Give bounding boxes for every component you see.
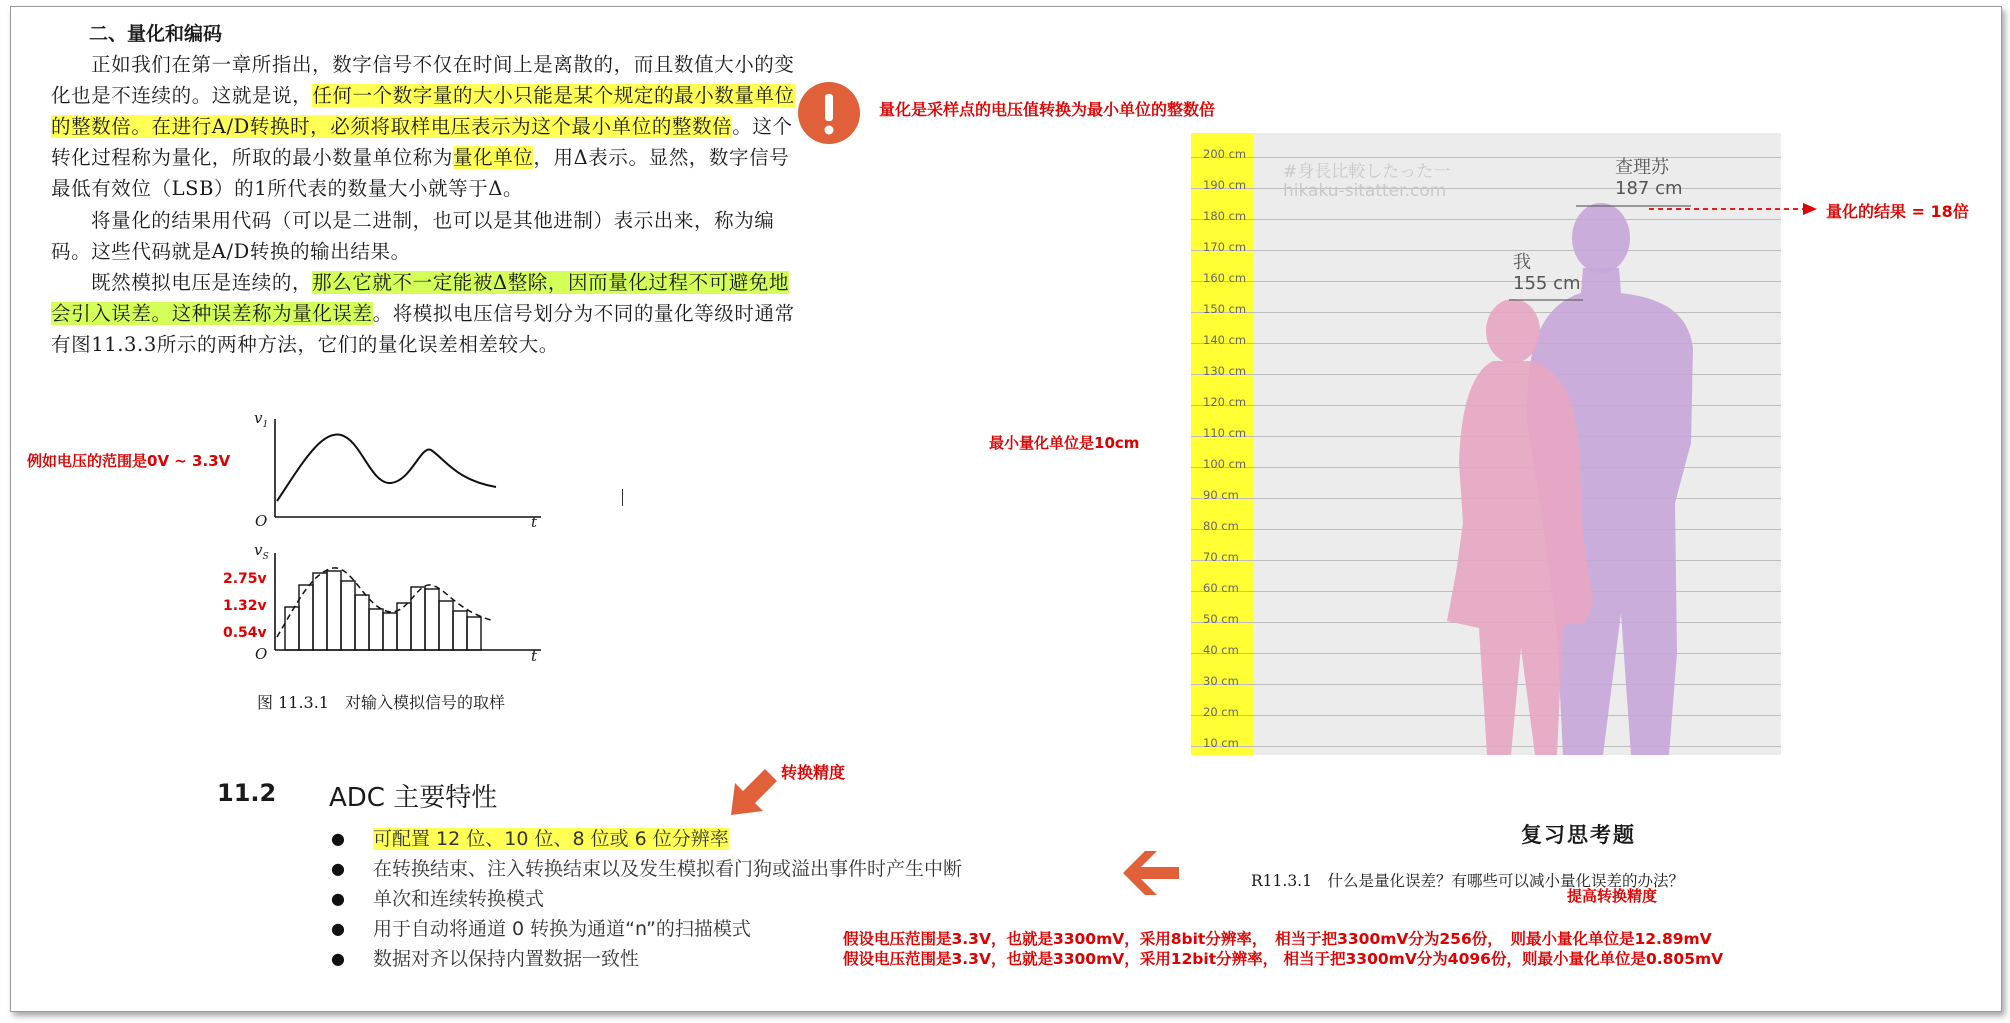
arrow-down-left-icon xyxy=(729,769,777,817)
height-tick-label: 150 cm xyxy=(1203,302,1247,316)
vs-subscript: S xyxy=(262,552,269,562)
height-tick-label: 50 cm xyxy=(1203,612,1239,626)
t-label-bottom: t xyxy=(531,647,538,665)
height-tick-label: 90 cm xyxy=(1203,488,1239,502)
height-tick-label: 140 cm xyxy=(1203,333,1247,347)
review-question: R11.3.1 什么是量化误差？有哪些可以减小量化误差的办法？ xyxy=(1251,872,1684,890)
paragraph-3 xyxy=(51,267,796,360)
bullet-icon: ● xyxy=(331,859,345,878)
origin-label-bottom: O xyxy=(255,645,268,663)
text-cursor xyxy=(622,489,623,506)
height-tick-label: 70 cm xyxy=(1203,550,1239,564)
paragraph-2: 将量化的结果用代码（可以是二进制，也可以是其他进制）表示出来，称为编码。这些代码就是A/D转换的输出结果。 xyxy=(51,209,775,263)
height-silhouettes xyxy=(1191,133,1781,755)
paragraph-3-text-b: 。将模拟电压信号划分为不同的量化等级时通常有图11.3.3所示的两种方法，它们的量化误差相差较大。 xyxy=(51,302,795,356)
adc-feature-text: 可配置 12 位、10 位、8 位或 6 位分辨率 xyxy=(373,828,729,850)
assumption-12bit: 假设电压范围是3.3V，也就是3300mV，采用12bit分辨率， 相当于把3300mV分为4096份，则最小量化单位是0.805mV xyxy=(843,950,1724,968)
exclamation-icon xyxy=(797,81,861,145)
height-tick-label: 100 cm xyxy=(1203,457,1247,471)
quantization-result-note: 量化的结果 = 18倍 xyxy=(1826,202,1969,221)
origin-label-top: O xyxy=(255,512,268,530)
t-label-top: t xyxy=(531,513,538,531)
paragraph-3-text-a: 既然模拟电压是连续的， xyxy=(91,271,313,294)
watermark-line-2: hikaku-sitatter.com xyxy=(1283,181,1447,201)
bullet-icon: ● xyxy=(331,829,345,848)
section-heading: 二、量化和编码 xyxy=(89,23,223,45)
adc-feature-text: 在转换结束、注入转换结束以及发生模拟看门狗或溢出事件时产生中断 xyxy=(373,858,963,880)
height-tick-label: 130 cm xyxy=(1203,364,1247,378)
person-charlie-name: 查理苏 xyxy=(1615,157,1669,178)
person-charlie-height: 187 cm xyxy=(1615,178,1683,199)
height-tick-label: 170 cm xyxy=(1203,240,1247,254)
voltage-range-note: 例如电压的范围是0V ~ 3.3V xyxy=(27,452,231,470)
height-tick-label: 160 cm xyxy=(1203,271,1247,285)
adc-feature-item xyxy=(329,824,1049,854)
adc-section-title: ADC 主要特性 xyxy=(329,783,498,813)
height-tick-label: 110 cm xyxy=(1203,426,1247,440)
adc-feature-text: 单次和连续转换模式 xyxy=(373,888,545,910)
adc-feature-text: 数据对齐以保持内置数据一致性 xyxy=(373,948,640,970)
height-tick-label: 20 cm xyxy=(1203,705,1239,719)
level-label-2-75: 2.75v xyxy=(223,571,267,587)
height-tick-label: 200 cm xyxy=(1203,147,1247,161)
height-tick-label: 30 cm xyxy=(1203,674,1239,688)
paragraph-1-text-b: 。这个转化过程称为量化，所取的最小数量单位称为 xyxy=(51,115,793,169)
height-tick-label: 120 cm xyxy=(1203,395,1247,409)
height-tick-label: 40 cm xyxy=(1203,643,1239,657)
adc-feature-text: 用于自动将通道 0 转换为通道“n”的扫描模式 xyxy=(373,918,751,940)
height-tick-label: 80 cm xyxy=(1203,519,1239,533)
assumption-8bit: 假设电压范围是3.3V，也就是3300mV，采用8bit分辨率， 相当于把3300mV分为256份， 则最小量化单位是12.89mV xyxy=(843,930,1712,948)
height-tick-label: 10 cm xyxy=(1203,736,1239,750)
figure-caption: 图 11.3.1 对输入模拟信号的取样 xyxy=(257,693,505,712)
paragraph-1-text-a: 正如我们在第一章所指出，数字信号不仅在时间上是离散的，而且数值大小的变化也是不连续的。这就是说， xyxy=(51,53,795,107)
bullet-icon: ● xyxy=(331,889,345,908)
improve-precision-note: 提高转换精度 xyxy=(1567,887,1658,905)
paragraph-1-highlight-b: 量化单位 xyxy=(453,146,534,169)
conversion-precision-note: 转换精度 xyxy=(781,763,846,782)
paragraph-3-highlight: 那么它就不一定能被Δ整除，因而量化过程不可避免地会引入误差。这种误差称为量化误差 xyxy=(51,271,790,325)
page-frame xyxy=(10,6,2002,1012)
min-unit-note: 最小量化单位是10cm xyxy=(989,434,1140,452)
adc-feature-item xyxy=(329,884,1049,914)
person-me-height: 155 cm xyxy=(1513,273,1581,294)
paragraph-1-highlight-a: 任何一个数字量的大小只能是某个规定的最小数量单位的整数倍。在进行A/D转换时，必须将取样电压表示为这个最小单位的整数倍 xyxy=(51,84,795,138)
adc-section-number: 11.2 xyxy=(217,779,277,807)
v1-subscript: 1 xyxy=(262,420,269,430)
level-label-1-32: 1.32v xyxy=(223,598,267,614)
person-me-name: 我 xyxy=(1513,252,1531,273)
paragraph-1 xyxy=(51,49,796,204)
height-tick-label: 180 cm xyxy=(1203,209,1247,223)
sampling-figure xyxy=(241,405,561,680)
v1-letter: v xyxy=(254,409,263,427)
arrow-left-icon xyxy=(1123,851,1179,895)
height-chart xyxy=(1191,133,1781,755)
quantization-note: 量化是采样点的电压值转换为最小单位的整数倍 xyxy=(879,100,1216,119)
vs-axis-label xyxy=(254,541,269,562)
adc-feature-item xyxy=(329,854,1049,884)
bullet-icon: ● xyxy=(331,949,345,968)
bullet-icon: ● xyxy=(331,919,345,938)
result-arrow-icon xyxy=(1649,202,1819,216)
review-title: 复习思考题 xyxy=(1521,823,1636,847)
watermark-line-1: #身長比較したった一 xyxy=(1283,162,1451,182)
v1-axis-label xyxy=(254,409,268,430)
paragraph-1-text-c: ，用Δ表示。显然，数字信号最低有效位（LSB）的1所代表的数量大小就等于Δ。 xyxy=(51,146,790,200)
sample-bars xyxy=(285,571,481,650)
height-tick-label: 60 cm xyxy=(1203,581,1239,595)
vs-letter: v xyxy=(254,541,263,559)
height-tick-label: 190 cm xyxy=(1203,178,1247,192)
level-label-0-54: 0.54v xyxy=(223,625,267,641)
